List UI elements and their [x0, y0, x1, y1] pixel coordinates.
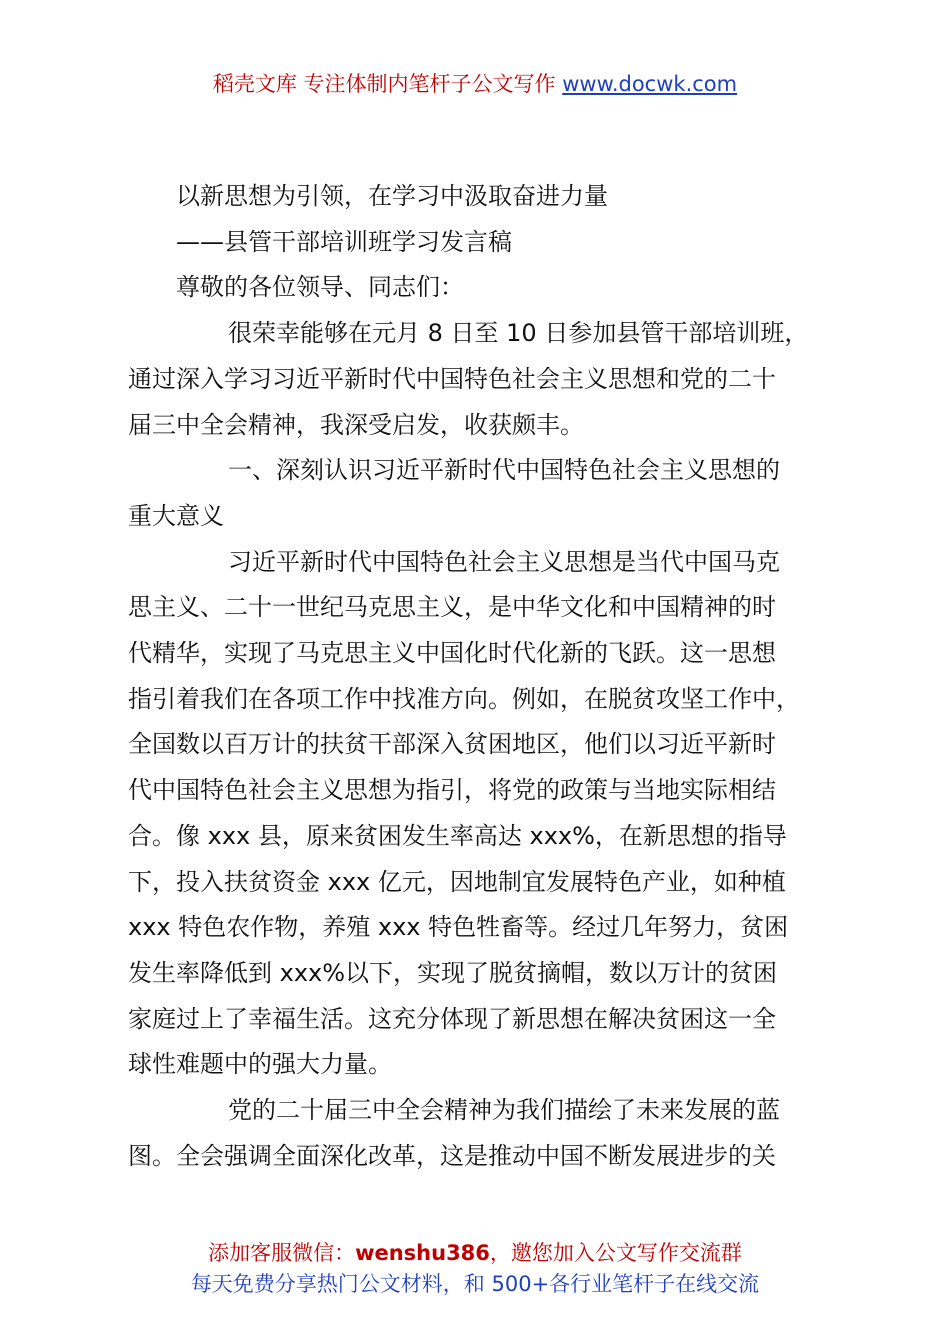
doc-title: 以新思想为引领，在学习中汲取奋进力量 [176, 182, 608, 210]
paragraph-line: 家庭过上了幸福生活。这充分体现了新思想在解决贫困这一全 [128, 1004, 776, 1033]
paragraph-line: 习近平新时代中国特色社会主义思想是当代中国马克 [228, 547, 780, 576]
paragraph-line: 党的二十届三中全会精神为我们描绘了未来发展的蓝 [228, 1096, 780, 1125]
footer-wechat-suffix: ，邀您加入公文写作交流群 [489, 1241, 742, 1265]
paragraph-line: 图。全会强调全面深化改革，这是推动中国不断发展进步的关 [128, 1141, 776, 1170]
page-footer [0, 1238, 950, 1300]
paragraph-line: 全国数以百万计的扶贫干部深入贫困地区，他们以习近平新时 [128, 730, 776, 759]
header-url-link[interactable]: www.docwk.com [562, 72, 738, 96]
doc-salutation: 尊敬的各位领导、同志们： [176, 273, 464, 302]
footer-wechat-id: wenshu386 [355, 1241, 490, 1265]
page-header [0, 68, 950, 100]
paragraph-line: 发生率降低到 xxx%以下，实现了脱贫摘帽，数以万计的贫困 [128, 958, 778, 987]
section-heading: 一、深刻认识习近平新时代中国特色社会主义思想的 [228, 456, 780, 485]
paragraph-line: 思主义、二十一世纪马克思主义，是中华文化和中国精神的时 [128, 593, 776, 622]
paragraph-line: 指引着我们在各项工作中找准方向。例如，在脱贫攻坚工作中， [128, 684, 800, 713]
paragraph-line: 合。像 xxx 县，原来贫困发生率高达 xxx%，在新思想的指导 [128, 821, 787, 850]
paragraph-line: 届三中全会精神，我深受启发，收获颇丰。 [128, 410, 584, 439]
paragraph-line: 球性难题中的强大力量。 [128, 1050, 392, 1079]
paragraph-line: 下，投入扶贫资金 xxx 亿元，因地制宜发展特色产业，如种植 [128, 867, 786, 896]
footer-wechat-prefix: 添加客服微信： [208, 1241, 356, 1265]
section-heading-cont: 重大意义 [128, 501, 224, 530]
paragraph-line: 通过深入学习习近平新时代中国特色社会主义思想和党的二十 [128, 364, 776, 393]
doc-subtitle: ——县管干部培训班学习发言稿 [176, 227, 512, 256]
header-brand: 稻壳文库 专注体制内笔杆子公文写作 [212, 72, 563, 96]
paragraph-line: 代中国特色社会主义思想为指引，将党的政策与当地实际相结 [128, 776, 776, 805]
paragraph-line: 代精华，实现了马克思主义中国化时代化新的飞跃。这一思想 [128, 639, 776, 668]
footer-wechat-line [0, 1238, 950, 1269]
footer-share-line: 每天免费分享热门公文材料，和 500+各行业笔杆子在线交流 [190, 1272, 760, 1296]
paragraph-line: 很荣幸能够在元月 8 日至 10 日参加县管干部培训班， [228, 319, 809, 348]
document-body [128, 174, 828, 1179]
paragraph-line: xxx 特色农作物，养殖 xxx 特色牲畜等。经过几年努力，贫困 [128, 913, 789, 942]
